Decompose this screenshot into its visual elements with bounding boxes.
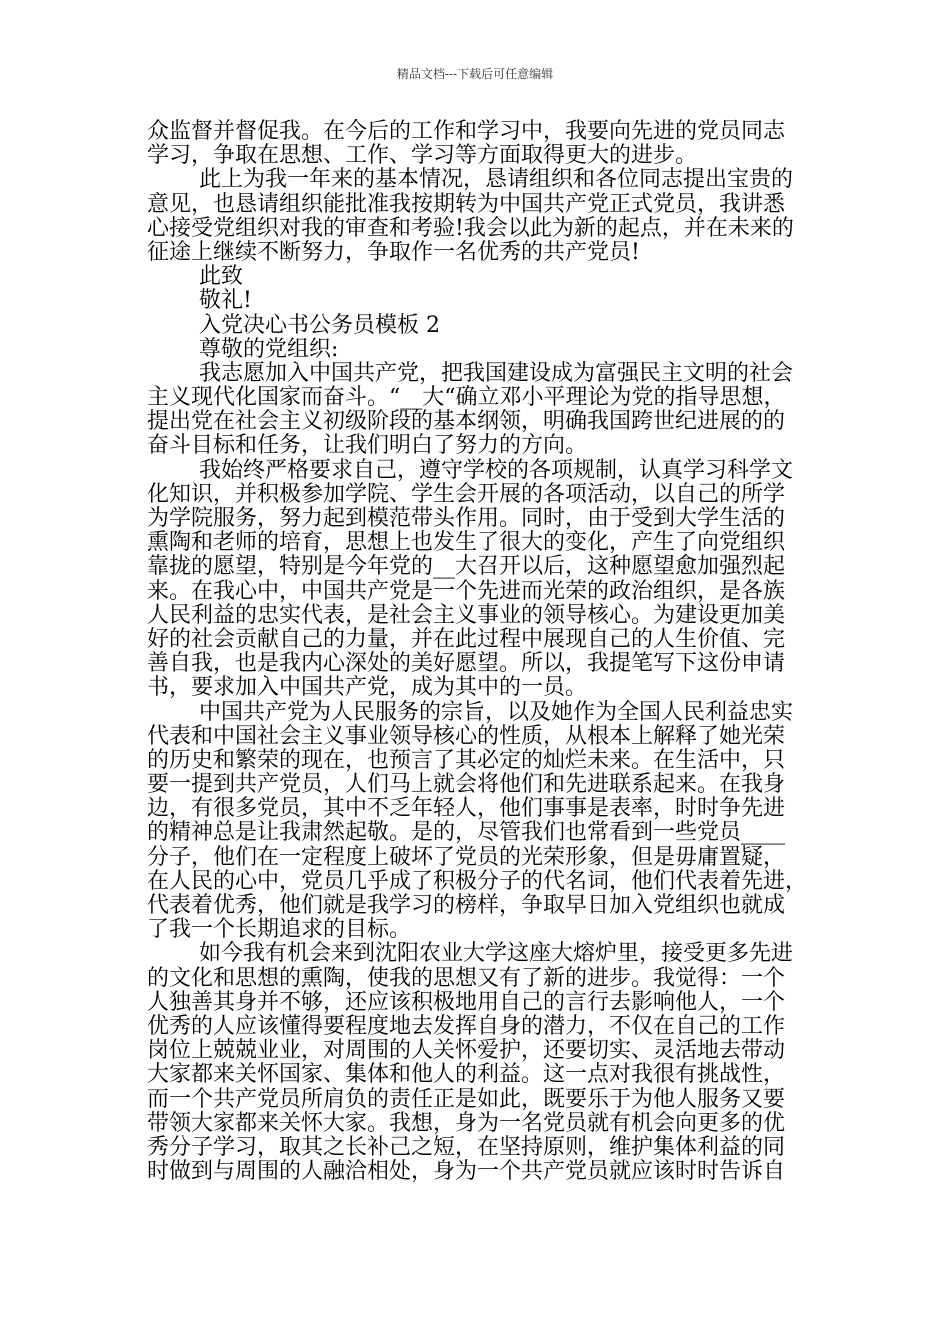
text-line: 我志愿加入中国共产党，把我国建设成为富强民主文明的社会	[199, 360, 794, 386]
text-line: 代表和中国社会主义事业领导核心的性质，从根本上解释了她光荣	[147, 723, 786, 749]
text-line: 要一提到共产党员，人们马上就会将他们和先进联系起来。在我身	[147, 772, 786, 798]
text-line: 人独善其身并不够，还应该积极地用自己的言行去影响他人，一个	[147, 989, 786, 1015]
text-line: 书，要求加入中国共产党，成为其中的一员。	[147, 675, 588, 701]
text-line: 秀分子学习，取其之长补己之短，在坚持原则，维护集体利益的同	[147, 1134, 786, 1160]
text-line: 代表着优秀，他们就是我学习的榜样，争取早日加入党组织也就成	[147, 893, 786, 918]
text-line: 了我一个长期追求的目标。	[147, 917, 412, 943]
text-line: 时做到与周围的人融洽相处，身为一个共产党员就应该时时告诉自	[147, 1159, 786, 1185]
text-line: 为学院服务，努力起到模范带头作用。同时，由于受到大学生活的	[147, 506, 786, 531]
text-line: 优秀的人应该懂得要程度地去发挥自身的潜力，不仅在自己的工作	[147, 1013, 786, 1039]
text-line: 提出党在社会主义初级阶段的基本纲领，明确我国跨世纪进展的的	[147, 409, 786, 435]
text-line: 学习，争取在思想、工作、学习等方面取得更大的进步。	[147, 143, 698, 169]
text-line: 的文化和思想的熏陶，使我的思想又有了新的进步。我觉得：一个	[147, 965, 786, 991]
text-line: 带领大家都来关怀大家。我想，身为一名党员就有机会向更多的优	[147, 1110, 786, 1136]
document-body	[147, 120, 827, 1184]
text-line: 岗位上兢兢业业，对周围的人关怀爱护，还要切实、灵活地去带动	[147, 1038, 786, 1064]
text-line: 主义现代化国家而奋斗。“__大“确立邓小平理论为党的指导思想，	[147, 385, 786, 411]
text-line: 征途上继续不断努力，争取作一名优秀的共产党员!	[147, 239, 640, 265]
text-line: 边，有很多党员，其中不乏年轻人，他们事事是表率，时时争先进	[147, 796, 786, 822]
text-line: 尊敬的党组织:	[199, 336, 339, 362]
text-line: 如今我有机会来到沈阳农业大学这座大熔炉里，接受更多先进	[199, 941, 794, 967]
text-line: 的精神总是让我肃然起敬。是的，尽管我们也常看到一些党员____	[147, 820, 786, 846]
page-header: 精品文档---下载后可任意编辑	[396, 67, 554, 81]
text-line: 奋斗目标和任务，让我们明白了努力的方向。	[147, 433, 588, 459]
text-line: 此上为我一年来的基本情况，恳请组织和各位同志提出宝贵的	[199, 167, 794, 193]
text-line: 化知识，并积极参加学院、学生会开展的各项活动，以自己的所学	[147, 481, 786, 507]
text-line: 靠拢的愿望，特别是今年党的__大召开以后，这种愿望愈加强烈起	[147, 554, 786, 580]
text-line: 此致	[199, 264, 244, 290]
text-line: 而一个共产党员所肩负的责任正是如此，既要乐于为他人服务又要	[147, 1086, 786, 1112]
text-line: 好的社会贡献自己的力量，并在此过程中展现自己的人生价值、完	[147, 626, 786, 652]
text-line: 善自我，也是我内心深处的美好愿望。所以，我提笔写下这份申请	[147, 651, 786, 677]
text-line: 意见，也恳请组织能批准我按期转为中国共产党正式党员，我讲悉	[147, 191, 786, 217]
text-line: 的历史和繁荣的现在，也预言了其必定的灿烂未来。在生活中，只	[147, 747, 786, 773]
text-line: 熏陶和老师的培育，思想上也发生了很大的变化，产生了向党组织	[147, 530, 786, 556]
text-line: 大家都来关怀国家、集体和他人的利益。这一点对我很有挑战性，	[147, 1062, 786, 1088]
text-line: 我始终严格要求自己，遵守学校的各项规制，认真学习科学文	[199, 457, 794, 483]
text-line: 心接受党组织对我的审查和考验!我会以此为新的起点，并在未来的	[147, 215, 794, 241]
text-line: 入党决心书公务员模板 2	[199, 312, 440, 338]
text-line: 中国共产党为人民服务的宗旨，以及她作为全国人民利益忠实	[199, 699, 794, 725]
text-line: 众监督并督促我。在今后的工作和学习中，我要向先进的党员同志	[147, 119, 786, 144]
text-line: 来。在我心中，中国共产党是一个先进而光荣的政治组织，是各族	[147, 578, 786, 604]
text-line: 人民利益的忠实代表，是社会主义事业的领导核心。为建设更加美	[147, 602, 786, 628]
text-line: 分子，他们在一定程度上破坏了党员的光荣形象，但是毋庸置疑，	[147, 844, 786, 870]
text-line: 在人民的心中，党员几乎成了积极分子的代名词，他们代表着先进，	[147, 868, 808, 894]
text-line: 敬礼!	[199, 288, 252, 314]
